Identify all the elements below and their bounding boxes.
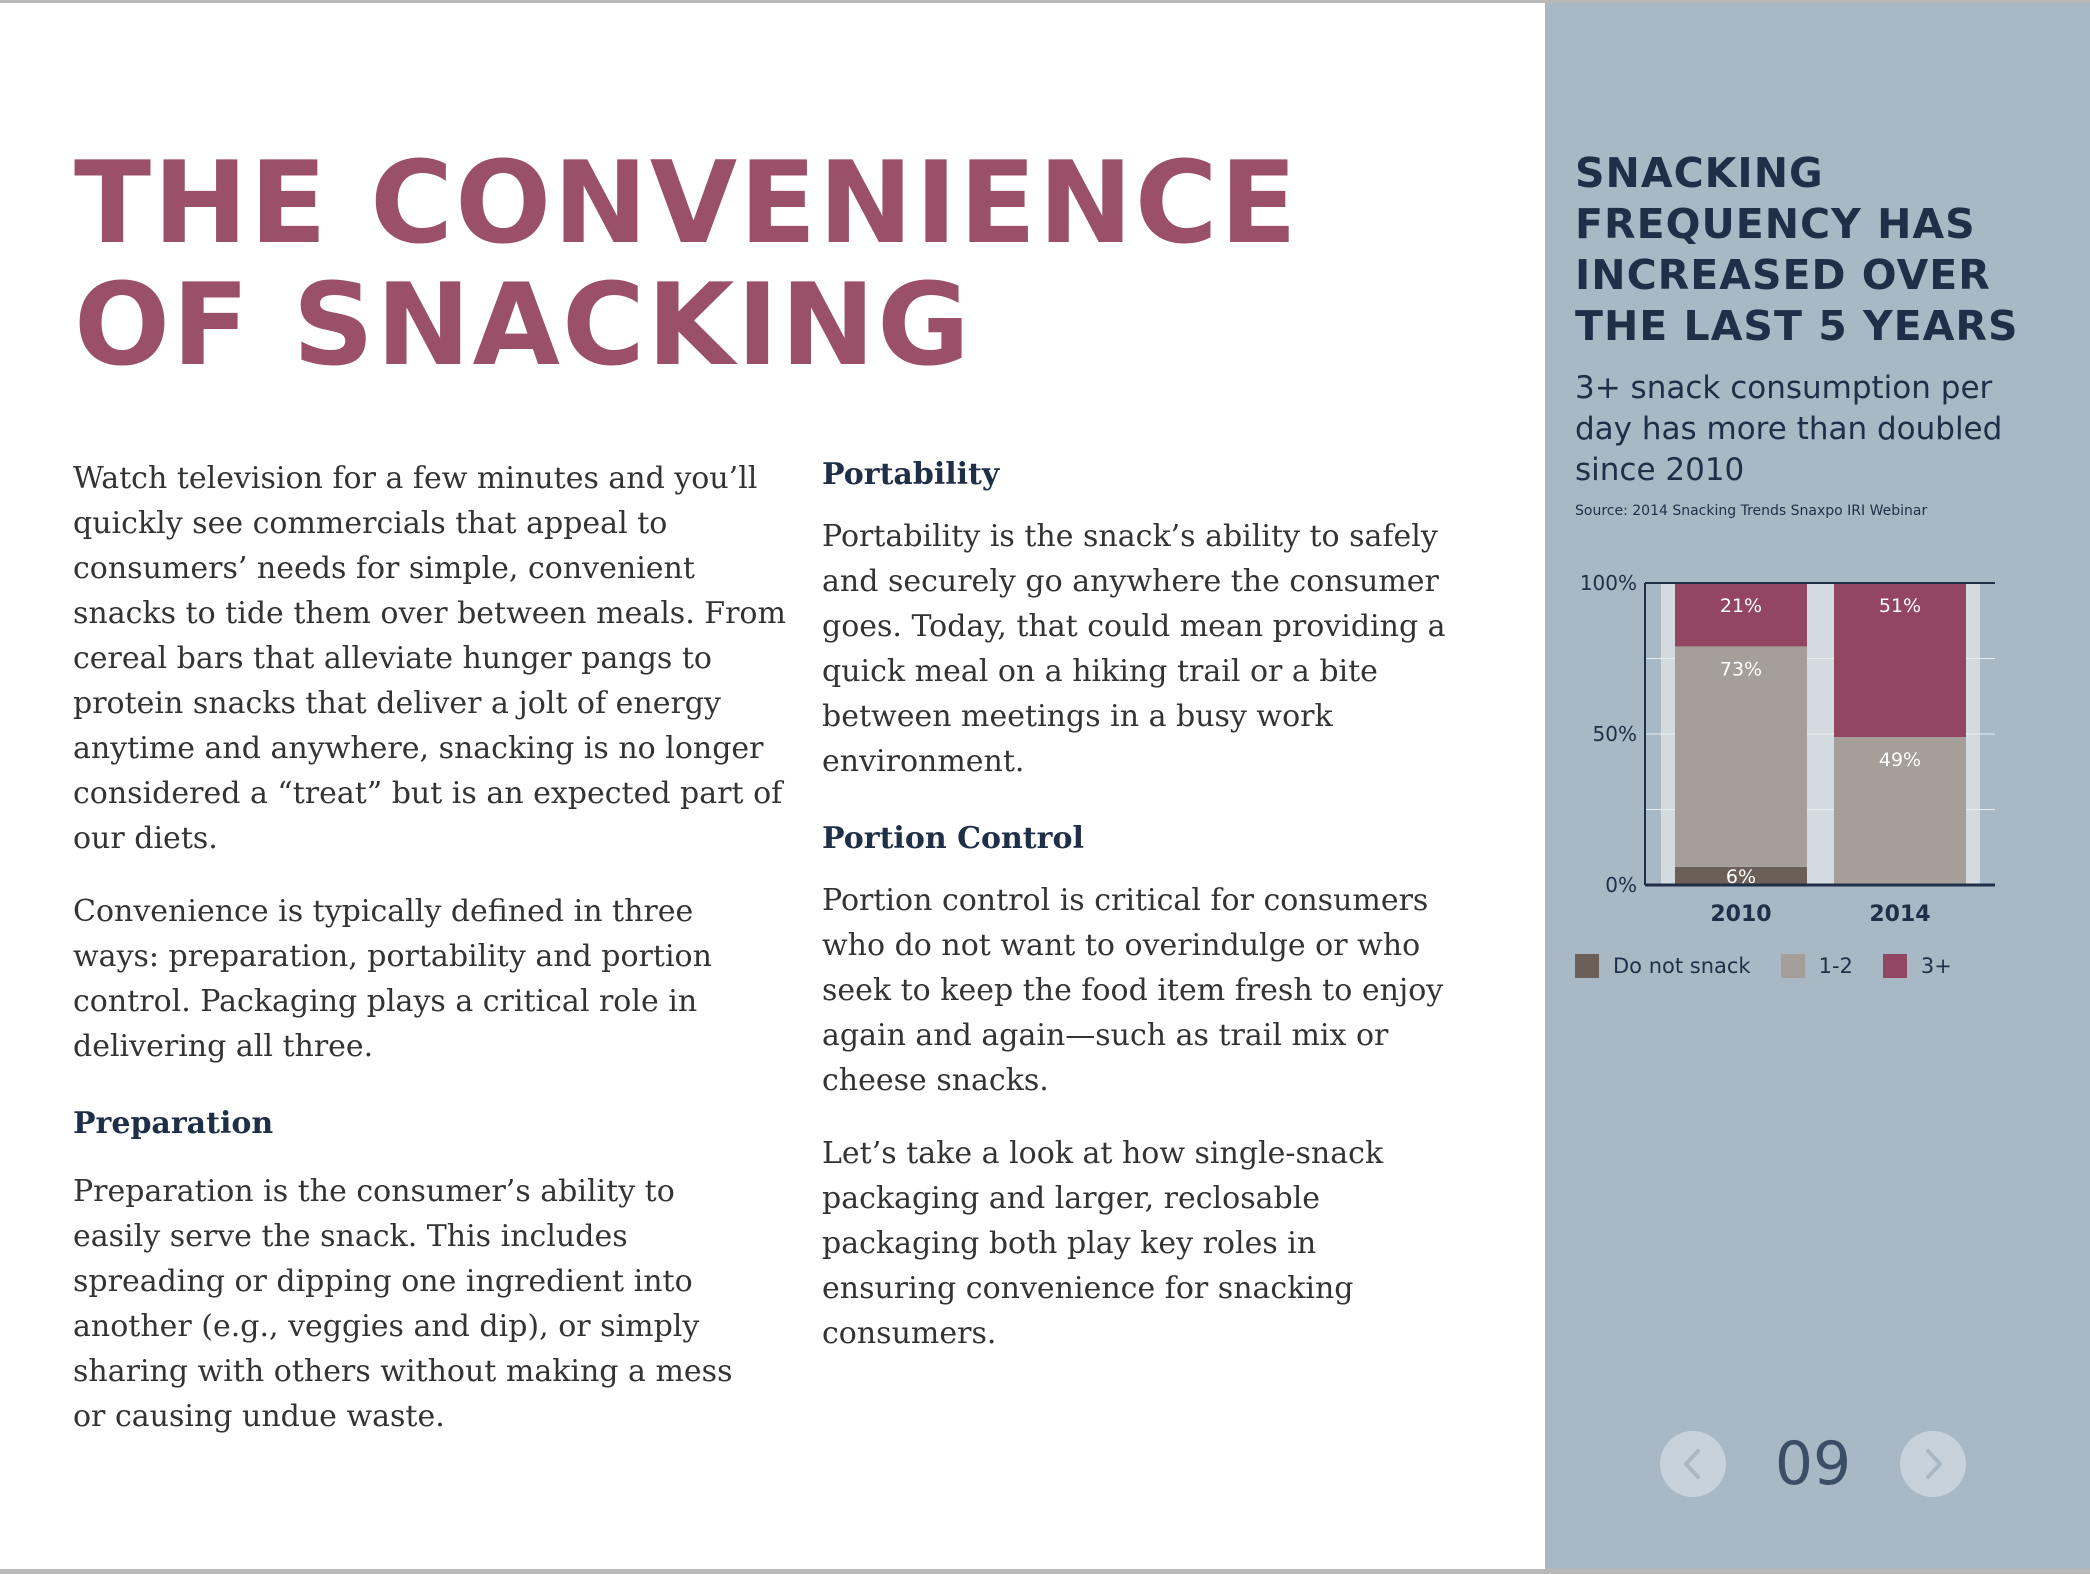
closing-paragraph: Let’s take a look at how single-snack packaging and larger, reclosable packaging both play key roles in ensuring convenience for snacking consumers. [822, 1136, 1384, 1351]
next-page-button[interactable] [1900, 1431, 1966, 1497]
legend-item-1-2 [1781, 954, 1853, 978]
page-number: 09 [1774, 1429, 1852, 1499]
sidebar-title [1575, 148, 2019, 352]
section-heading-portion-control: Portion Control [822, 821, 1084, 856]
data-label: 51% [1878, 595, 1922, 617]
previous-page-button[interactable] [1660, 1431, 1726, 1497]
chevron-left-icon [1660, 1431, 1726, 1497]
left-column [73, 456, 798, 1467]
y-tick-label: 0% [1605, 873, 1637, 897]
section-heading-portability: Portability [822, 457, 1000, 492]
page-title [74, 137, 1299, 391]
legend-item-3-plus [1883, 954, 1952, 978]
sidebar-source: Source: 2014 Snacking Trends Snaxpo IRI Webinar [1575, 503, 1928, 519]
page-title-line: THE CONVENIENCE [74, 137, 1299, 269]
sidebar-title-line: THE LAST 5 YEARS [1575, 302, 2019, 350]
intro-paragraph: Watch television for a few minutes and you’ll quickly see commercials that appeal to consumers’ needs for simple, convenient snacks to tide them over between meals. From cereal bars that alleviate hunger pangs to protein snacks that deliver a jolt of energy anytime and anywhere, snacking is no longer considered a “treat” but is an expected part of our diets. [73, 461, 786, 856]
sidebar-subtitle: 3+ snack consumption per day has more than doubled since 2010 [1575, 370, 2003, 488]
sidebar [1545, 3, 2090, 1569]
section-heading-preparation: Preparation [73, 1106, 274, 1141]
data-label: 49% [1878, 749, 1922, 772]
pager [1660, 1431, 1980, 1501]
section-text-portion-control: Portion control is critical for consumers who do not want to overindulge or who seek to keep the food item fresh to enjoy again and again—such as trail mix or cheese snacks. [822, 883, 1444, 1098]
section-text-preparation: Preparation is the consumer’s ability to easily serve the snack. This includes spreading or dipping one ingredient into another (e.g., veggies and dip), or simply sharing with others without making a mess or causing undue waste. [73, 1174, 733, 1434]
stacked-bar-chart [1545, 563, 2090, 943]
chart-legend [1575, 954, 1982, 978]
intro-paragraph: Convenience is typically defined in three ways: preparation, portability and portion control. Packaging plays a critical role in delivering all three. [73, 894, 712, 1064]
x-tick-label: 2010 [1710, 902, 1772, 927]
legend-item-do-not-snack [1575, 954, 1751, 978]
legend-swatch-1-2 [1781, 954, 1805, 978]
data-label: 73% [1719, 658, 1763, 681]
sidebar-title-line: INCREASED OVER [1575, 251, 1991, 299]
x-tick-label: 2014 [1869, 902, 1931, 927]
legend-label: 1-2 [1818, 954, 1853, 978]
chevron-right-icon [1900, 1431, 1966, 1497]
page-title-line: OF SNACKING [74, 259, 972, 391]
data-label: 6% [1725, 865, 1757, 888]
legend-label: Do not snack [1613, 954, 1751, 978]
right-column [822, 456, 1462, 1384]
section-text-portability: Portability is the snack’s ability to safely and securely go anywhere the consumer goes. Today, that could mean providing a quick meal on a hiking trail or a bite between meetings in a busy work environment. [822, 519, 1446, 779]
legend-label: 3+ [1920, 954, 1952, 978]
sidebar-title-line: SNACKING [1575, 149, 1824, 197]
sidebar-title-line: FREQUENCY HAS [1575, 200, 1976, 248]
data-label: 21% [1719, 595, 1763, 617]
bottom-border [0, 1569, 2090, 1574]
legend-swatch-3-plus [1883, 954, 1907, 978]
legend-swatch-do-not-snack [1575, 954, 1599, 978]
y-tick-label: 50% [1592, 722, 1637, 746]
y-tick-label: 100% [1579, 571, 1637, 595]
